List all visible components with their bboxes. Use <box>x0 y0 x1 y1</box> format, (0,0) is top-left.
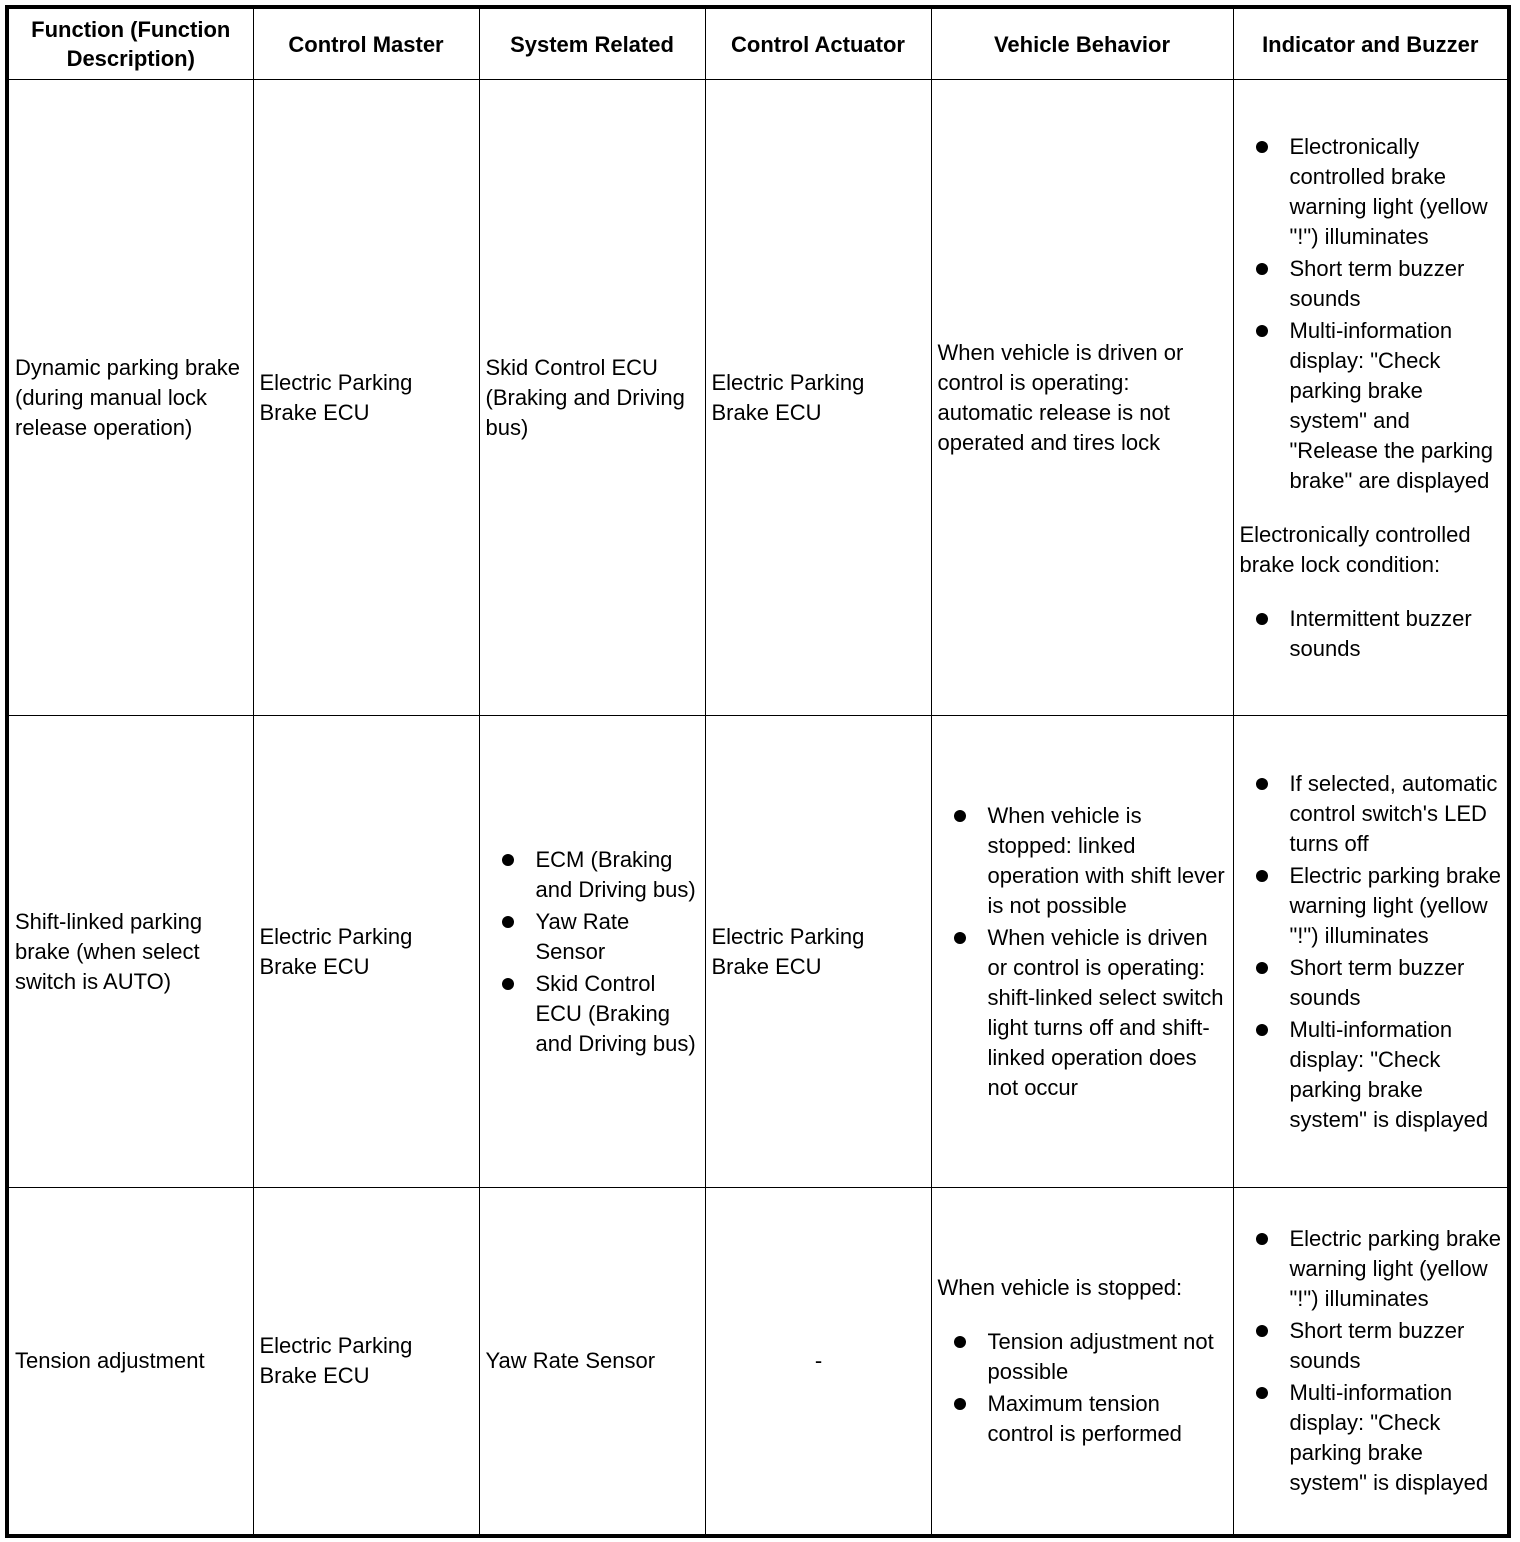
indicator-list <box>1240 769 1503 1135</box>
cell-vehicle-behavior <box>931 716 1233 1188</box>
vehicle-behavior-lead: When vehicle is stopped: <box>937 1274 1183 1300</box>
list-item: Skid Control ECU (Braking and Driving bus) <box>486 969 700 1059</box>
system-related-list <box>486 845 700 1059</box>
indicator-note: Electronically controlled brake lock condition: <box>1239 521 1471 577</box>
list-item: Yaw Rate Sensor <box>486 907 700 967</box>
indicator-list <box>1240 132 1503 496</box>
header-control-master: Control Master <box>253 7 479 80</box>
list-item: Short term buzzer sounds <box>1240 1316 1503 1376</box>
vehicle-behavior-list <box>938 1327 1228 1449</box>
cell-vehicle-behavior <box>931 1188 1233 1536</box>
list-item: Short term buzzer sounds <box>1240 254 1503 314</box>
list-item: Multi-information display: "Check parking brake system" is displayed <box>1240 1378 1503 1498</box>
list-item: Intermittent buzzer sounds <box>1240 604 1503 664</box>
cell-control-master: Electric Parking Brake ECU <box>253 80 479 716</box>
cell-control-actuator: Electric Parking Brake ECU <box>705 716 931 1188</box>
list-item: Short term buzzer sounds <box>1240 953 1503 1013</box>
cell-indicator-buzzer <box>1233 716 1509 1188</box>
list-item: When vehicle is driven or control is operating: shift-linked select switch light turns off and shift-linked operation does not occur <box>938 923 1228 1103</box>
function-table <box>5 5 1511 1538</box>
list-item: Electric parking brake warning light (yellow "!") illuminates <box>1240 861 1503 951</box>
indicator-note-list <box>1240 604 1503 664</box>
list-item: When vehicle is stopped: linked operation with shift lever is not possible <box>938 801 1228 921</box>
list-item: Maximum tension control is performed <box>938 1389 1228 1449</box>
list-item: If selected, automatic control switch's LED turns off <box>1240 769 1503 859</box>
header-vehicle-behavior: Vehicle Behavior <box>931 7 1233 80</box>
table-row <box>7 1188 1509 1536</box>
list-item: Electric parking brake warning light (yellow "!") illuminates <box>1240 1224 1503 1314</box>
cell-indicator-buzzer <box>1233 80 1509 716</box>
cell-control-master: Electric Parking Brake ECU <box>253 1188 479 1536</box>
cell-system-related: Yaw Rate Sensor <box>479 1188 705 1536</box>
vehicle-behavior-list <box>938 801 1228 1103</box>
header-row <box>7 7 1509 80</box>
cell-control-actuator: Electric Parking Brake ECU <box>705 80 931 716</box>
table-row <box>7 716 1509 1188</box>
list-item: Electronically controlled brake warning light (yellow "!") illuminates <box>1240 132 1503 252</box>
cell-function: Tension adjustment <box>7 1188 253 1536</box>
cell-system-related <box>479 716 705 1188</box>
indicator-list <box>1240 1224 1503 1498</box>
header-control-actuator: Control Actuator <box>705 7 931 80</box>
cell-indicator-buzzer <box>1233 1188 1509 1536</box>
header-system-related: System Related <box>479 7 705 80</box>
table-row <box>7 80 1509 716</box>
cell-control-master: Electric Parking Brake ECU <box>253 716 479 1188</box>
header-function: Function (Function Description) <box>7 7 253 80</box>
cell-control-actuator: - <box>705 1188 931 1536</box>
cell-vehicle-behavior: When vehicle is driven or control is operating: automatic release is not operated and tires lock <box>931 80 1233 716</box>
list-item: Tension adjustment not possible <box>938 1327 1228 1387</box>
cell-system-related: Skid Control ECU (Braking and Driving bus) <box>479 80 705 716</box>
list-item: ECM (Braking and Driving bus) <box>486 845 700 905</box>
cell-function: Dynamic parking brake (during manual lock release operation) <box>7 80 253 716</box>
list-item: Multi-information display: "Check parking brake system" is displayed <box>1240 1015 1503 1135</box>
list-item: Multi-information display: "Check parking brake system" and "Release the parking brake" are displayed <box>1240 316 1503 496</box>
header-indicator-buzzer: Indicator and Buzzer <box>1233 7 1509 80</box>
cell-function: Shift-linked parking brake (when select switch is AUTO) <box>7 716 253 1188</box>
